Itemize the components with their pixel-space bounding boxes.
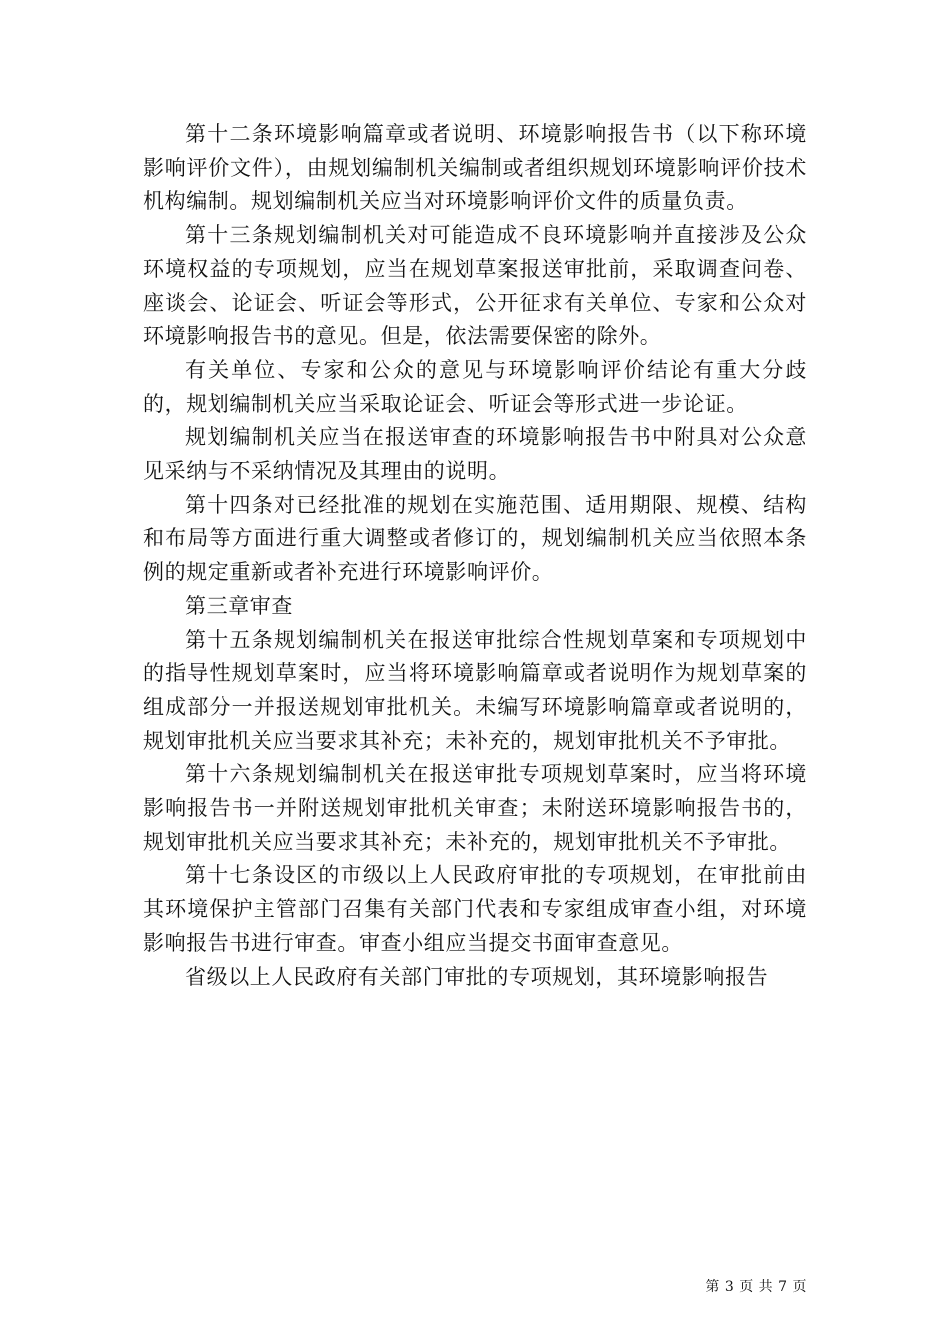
- paragraph-provincial-review: 省级以上人民政府有关部门审批的专项规划，其环境影响报告: [185, 964, 769, 989]
- paragraph-opinion-dispute: 有关单位、专家和公众的意见与环境影响评价结论有重大分歧的，规划编制机关应当采取论证会、听证会等形式进一步论证。: [143, 357, 807, 416]
- page-number-footer: 第 3 页 共 7 页: [705, 1279, 807, 1295]
- paragraph-article-13: 第十三条规划编制机关对可能造成不良环境影响并直接涉及公众环境权益的专项规划，应当在规划草案报送审批前，采取调查问卷、座谈会、论证会、听证会等形式，公开征求有关单位、专家和公众对环境影响报告书的意见。但是，依法需要保密的除外。: [143, 223, 807, 349]
- chapter-heading: 第三章审查: [185, 593, 293, 618]
- document-body: [143, 118, 807, 994]
- paragraph-article-14: 第十四条对已经批准的规划在实施范围、适用期限、规模、结构和布局等方面进行重大调整或者修订的，规划编制机关应当依照本条例的规定重新或者补充进行环境影响评价。: [143, 492, 807, 585]
- paragraph-article-12: 第十二条环境影响篇章或者说明、环境影响报告书（以下称环境影响评价文件），由规划编制机关编制或者组织规划环境影响评价技术机构编制。规划编制机关应当对环境影响评价文件的质量负责。: [143, 122, 807, 214]
- paragraph-opinion-explanation: 规划编制机关应当在报送审查的环境影响报告书中附具对公众意见采纳与不采纳情况及其理由的说明。: [143, 425, 807, 484]
- paragraph-article-16: 第十六条规划编制机关在报送审批专项规划草案时，应当将环境影响报告书一并附送规划审批机关审查；未附送环境影响报告书的，规划审批机关应当要求其补充；未补充的，规划审批机关不予审批。: [143, 762, 807, 854]
- paragraph-article-15: 第十五条规划编制机关在报送审批综合性规划草案和专项规划中的指导性规划草案时，应当将环境影响篇章或者说明作为规划草案的组成部分一并报送规划审批机关。未编写环境影响篇章或者说明的，规划审批机关应当要求其补充；未补充的，规划审批机关不予审批。: [143, 627, 807, 753]
- paragraph-article-17: 第十七条设区的市级以上人民政府审批的专项规划，在审批前由其环境保护主管部门召集有关部门代表和专家组成审查小组，对环境影响报告书进行审查。审查小组应当提交书面审查意见。: [143, 863, 807, 955]
